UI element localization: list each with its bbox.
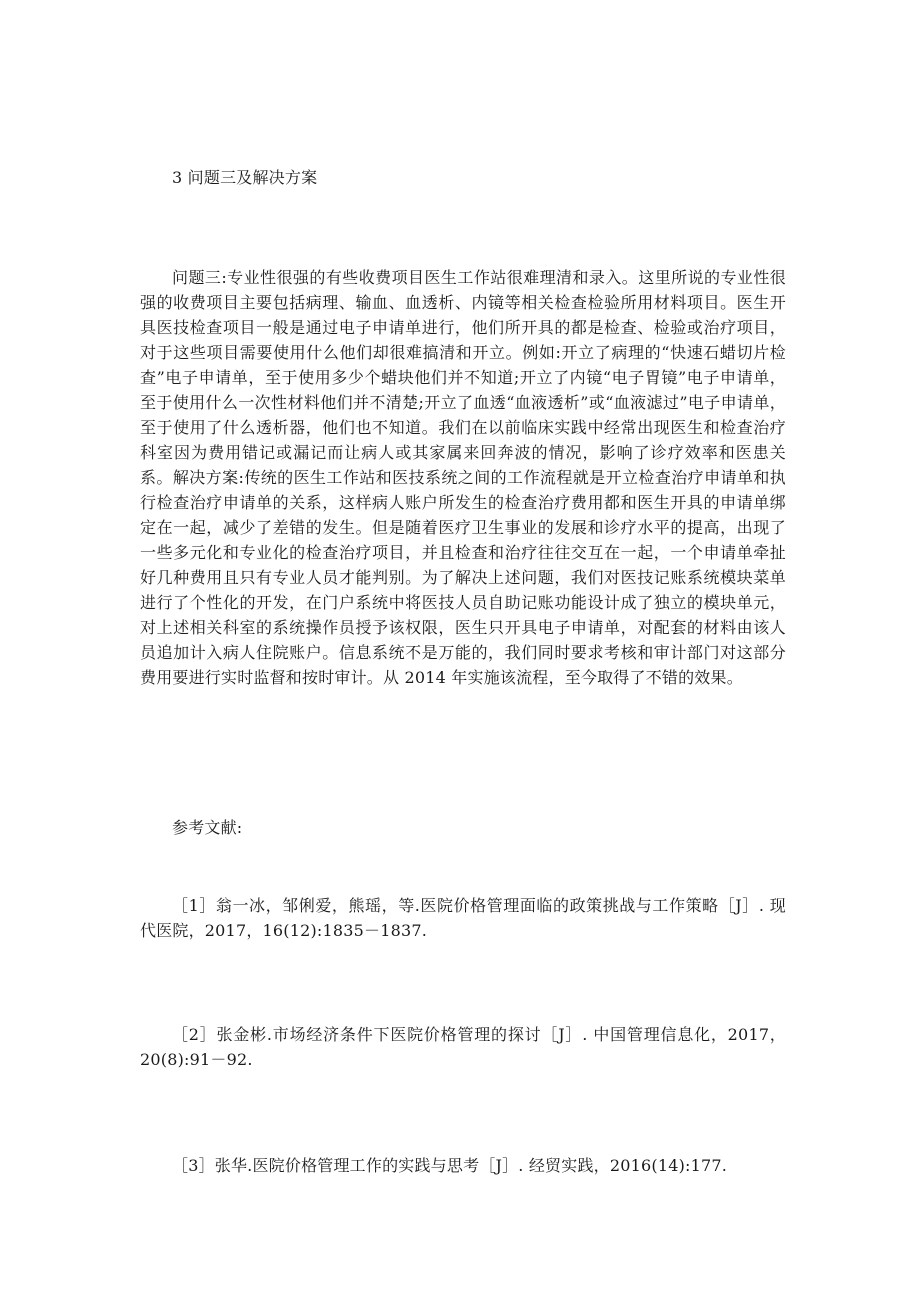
reference-item: ［3］张华.医院价格管理工作的实践与思考［J］. 经贸实践，2016(14):177.: [172, 1156, 728, 1175]
section-heading: 3 问题三及解决方案: [172, 168, 318, 187]
problem-three-paragraph: 问题三:专业性很强的有些收费项目医生工作站很难理清和录入。这里所说的专业性很强的收费项目主要包括病理、输血、血透析、内镜等相关检查检验所用材料项目。医生开具医技检查项目一般是通过电子申请单进行，他们所开具的都是检查、检验或治疗项目，对于这些项目需要使用什么他们却很难搞清和开立。例如:开立了病理的“快速石蜡切片检查”电子申请单，至于使用多少个蜡块他们并不知道;开立了内镜“电子胃镜”电子申请单，至于使用什么一次性材料他们并不清楚;开立了血透“血液透析”或“血液滤过”电子申请单，至于使用了什么透析器，他们也不知道。我们在以前临床实践中经常出现医生和检查治疗科室因为费用错记或漏记而让病人或其家属来回奔波的情况，影响了诊疗效率和医患关系。解决方案:传统的医生工作站和医技系统之间的工作流程就是开立检查治疗申请单和执行检查治疗申请单的关系，这样病人账户所发生的检查治疗费用都和医生开具的申请单绑定在一起，减少了差错的发生。但是随着医疗卫生事业的发展和诊疗水平的提高，出现了一些多元化和专业化的检查治疗项目，并且检查和治疗往往交互在一起，一个申请单牵扯好几种费用且只有专业人员才能判别。为了解决上述问题，我们对医技记账系统模块菜单进行了个性化的开发，在门户系统中将医技人员自助记账功能设计成了独立的模块单元，对上述相关科室的系统操作员授予该权限，医生只开具电子申请单，对配套的材料由该人员追加计入病人住院账户。信息系统不是万能的，我们同时要求考核和审计部门对这部分费用要进行实时监督和按时审计。从 2014 年实施该流程，至今取得了不错的效果。: [140, 268, 786, 687]
reference-item: ［2］张金彬.市场经济条件下医院价格管理的探讨［J］. 中国管理信息化，2017，20(8):91－92.: [140, 1025, 786, 1069]
reference-item: ［1］翁一冰，邹俐爱，熊瑶，等.医院价格管理面临的政策挑战与工作策略［J］. 现代医院，2017，16(12):1835－1837.: [140, 896, 786, 940]
references-heading: 参考文献:: [172, 818, 243, 837]
